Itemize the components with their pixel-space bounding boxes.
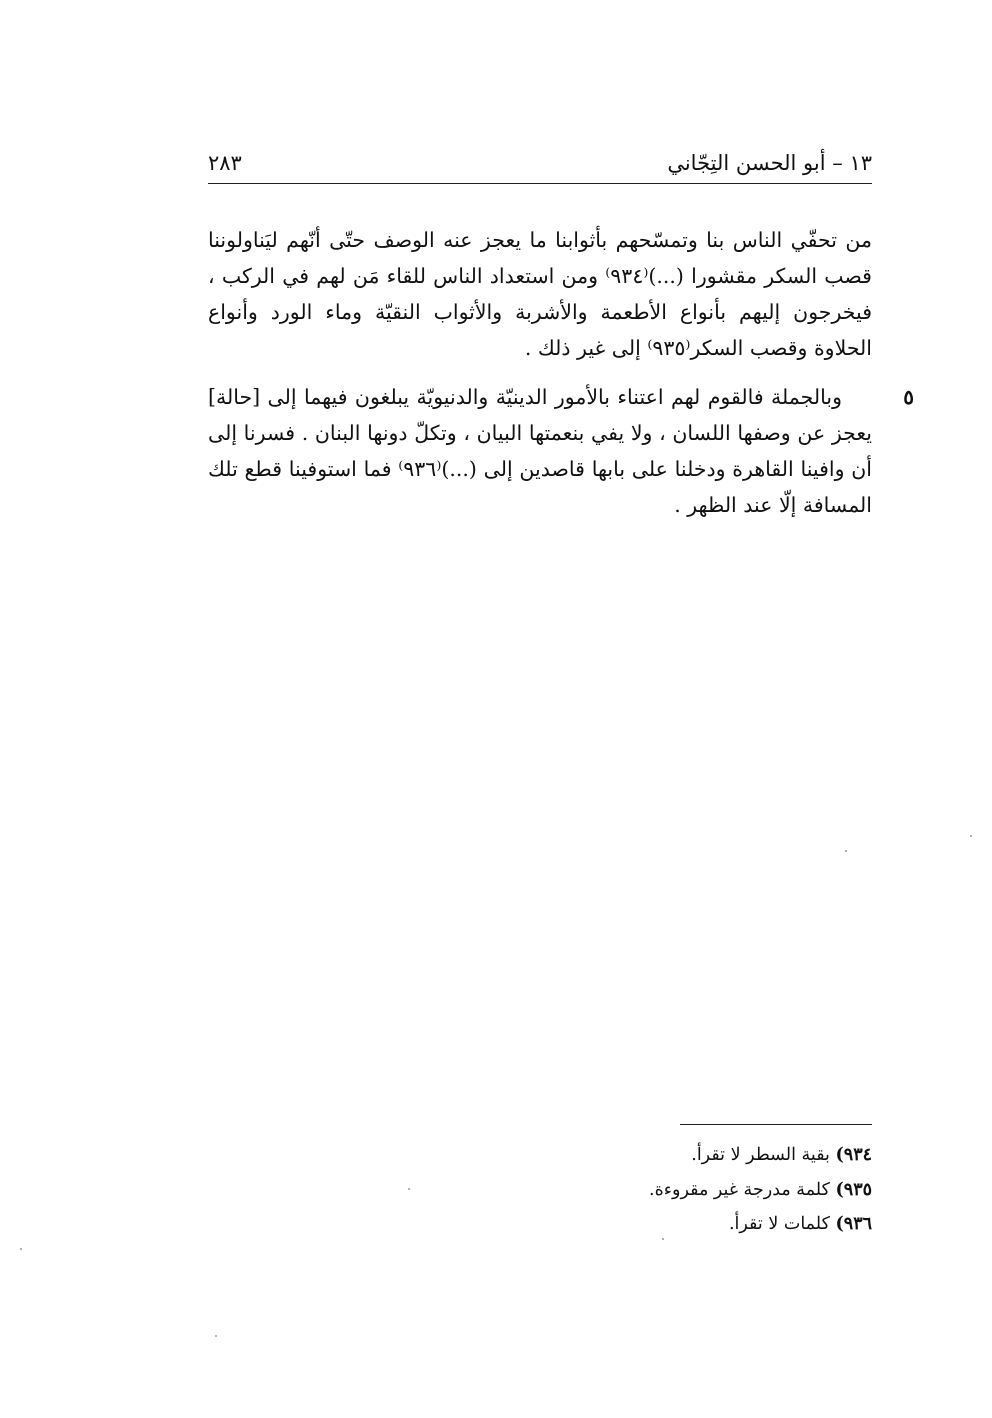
footnote-text: بقية السطر لا تقرأ. (691, 1145, 830, 1165)
header-rule (208, 183, 872, 184)
footnote-text: كلمات لا تقرأ. (728, 1214, 830, 1234)
footnote-number: ٩٣٤) (835, 1145, 872, 1165)
footnote-number: ٩٣٦) (835, 1214, 872, 1234)
scan-speck (215, 1335, 217, 1337)
scan-speck (845, 850, 847, 852)
paragraph-1: من تحفّي الناس بنا وتمسّحهم بأثوابنا ما يعجز عنه الوصف حتّى أنّهم ليَناولوننا قصب السكر مقشورا (...)⁽٩٣٤⁾ ومن استعداد الناس للقاء مَن لهم في الركب ، فيخرجون إليهم بأنواع الأطعمة والأشربة والأثواب النقيّة وماء الورد وأنواع الحلاوة وقصب السكر⁽٩٣٥⁾ إلى غير ذلك . (208, 228, 872, 360)
running-head: ١٣ – أبو الحسن التِجّاني (667, 151, 872, 175)
scan-speck (662, 1238, 664, 1240)
paragraph-2-block (208, 379, 914, 523)
footnote-number: ٩٣٥) (835, 1179, 872, 1200)
paragraph-2: وبالجملة فالقوم لهم اعتناء بالأمور الدينيّة والدنيويّة يبلغون فيهما إلى [حالة] يعجز عن وصفها اللسان ، ولا يفي بنعمتها البيان ، وتكلّ دونها البنان . فسرنا إلى أن وافينا القاهرة ودخلنا على بابها قاصدين إلى (...)⁽٩٣٦⁾ فما استوفينا قطع تلك المسافة إلّا عند الظهر . (208, 385, 872, 517)
footnote-936 (460, 1207, 872, 1242)
page-header (208, 144, 872, 182)
main-text (208, 222, 914, 523)
page-number: ٢٨٣ (208, 151, 242, 175)
footnote-935 (460, 1173, 872, 1208)
scan-speck (970, 835, 972, 837)
footnote-934 (460, 1138, 872, 1173)
footnote-text: كلمة مدرجة غير مقروءة. (649, 1179, 830, 1200)
scan-speck (408, 1188, 410, 1190)
footnote-rule (680, 1124, 872, 1125)
line-number-marker: ٥ (903, 385, 914, 409)
scan-speck (20, 1248, 22, 1250)
footnotes (460, 1138, 872, 1242)
